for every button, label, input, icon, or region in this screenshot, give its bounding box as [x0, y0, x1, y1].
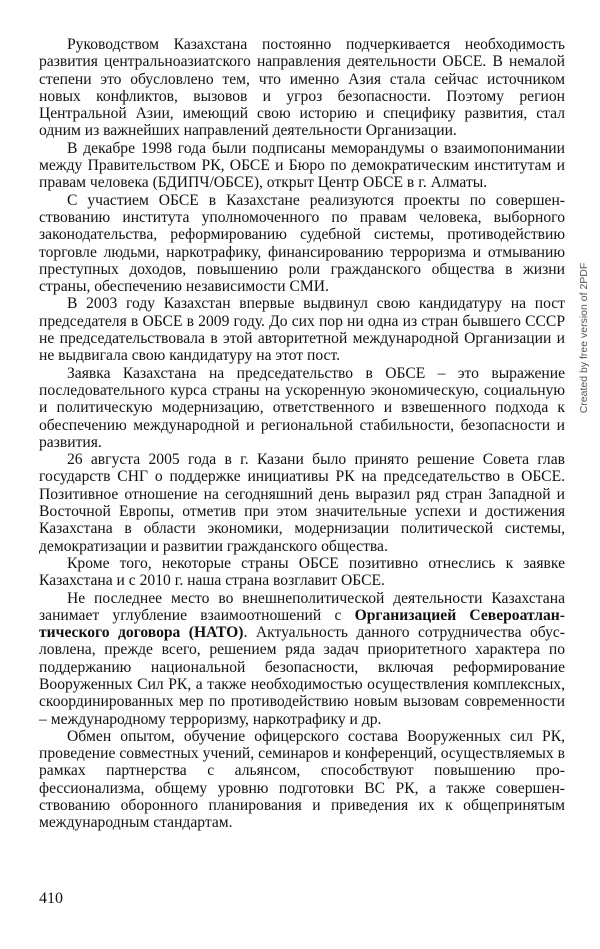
paragraph-9: Обмен опытом, обучение офицерского состава Вооруженных сил РК, проведение совместных учений, семинаров и конференций, осуществляемых в рамках партнерства с альянсом, способствуют повышению профессионализма, общему уровню подготовки ВС РК, а также совершенствованию оборонного планирования и приведения их к общепринятым международным стандартам. — [39, 727, 565, 832]
paragraph-3: С участием ОБСЕ в Казахстане реализуются проекты по совершенствованию института уполномоченного по правам человека, выборного законодательства, реформированию судебной системы, противодействию торговле людьми, наркотрафику, финансированию терроризма и отмыванию преступных доходов, повышению роли гражданского общества в жизни страны, обеспечению независимости СМИ. — [39, 191, 565, 296]
paragraph-1: Руководством Казахстана постоянно подчеркивается необходимость развития центральноазиатского направления деятельности ОБСЕ. В немалой степени это обусловлено тем, что именно Азия стала сейчас источником новых конфликтов, вызовов и угроз безопасности. Поэтому регион Центральной Азии, имеющий свою историю и специфику развития, стал одним из важнейших направлений деятельности Организации. — [39, 36, 565, 140]
watermark-text: Created by free version of 2PDF — [578, 262, 590, 414]
page-body — [39, 36, 565, 832]
paragraph-5: Заявка Казахстана на председательство в ОБСЕ – это выражение последовательного курса страны на ускоренную экономическую, социальную и политическую модернизацию, ответственного и взвешенного подхода к обеспечению международной и региональной стабильности, безопасности и развития. — [39, 364, 565, 451]
paragraph-7: Кроме того, некоторые страны ОБСЕ позитивно отнеслись к заявке Казахстана и с 2010 г. наша страна возглавит ОБСЕ. — [39, 554, 565, 590]
paragraph-4: В 2003 году Казахстан впервые выдвинул свою кандидатуру на пост председателя в ОБСЕ в 2009 году. До сих пор ни одна из стран бывшего СССР не председательствовала в этой авторитетной международной Организации и не выдвигала свою кандидатуру на этот пост. — [39, 295, 565, 365]
paragraph-8-lead: Не последнее место во внешнеполитической деятельности Казахстана занимает углубление взаимоотношений с — [39, 589, 565, 624]
paragraph-2: В декабре 1998 года были подписаны меморандумы о взаимопонимании между Правительством РК, ОБСЕ и Бюро по демократическим институтам и правам человека (БДИПЧ/ОБСЕ), открыт Центр ОБСЕ в г. Алматы. — [39, 139, 565, 192]
paragraph-8-rest: . Актуальность данного сотрудничества обусловлена, прежде всего, решением ряда задач приоритетного характера по поддержанию национальной безопасности, включая реформирование Вооруженных Сил РК, а также необходимостью осуществления комплексных, скоординированных мер по противодействию новым вызовам современности – международному терроризму, наркотрафику и др. — [39, 624, 565, 728]
paragraph-8 — [39, 590, 565, 728]
paragraph-6: 26 августа 2005 года в г. Казани было принято решение Совета глав государств СНГ о поддержке инициативы РК на председательство в ОБСЕ. Позитивное отношение на сегодняшний день выразил ряд стран Западной и Восточной Европы, отметив при этом значительные успехи и достижения Казахстана в области экономики, модернизации политической системы, демократизации и развитии гражданского общества. — [39, 451, 565, 555]
nato-bold-term: Организацией Североатлантического договора (НАТО) — [39, 606, 565, 642]
page-number: 410 — [39, 890, 63, 907]
